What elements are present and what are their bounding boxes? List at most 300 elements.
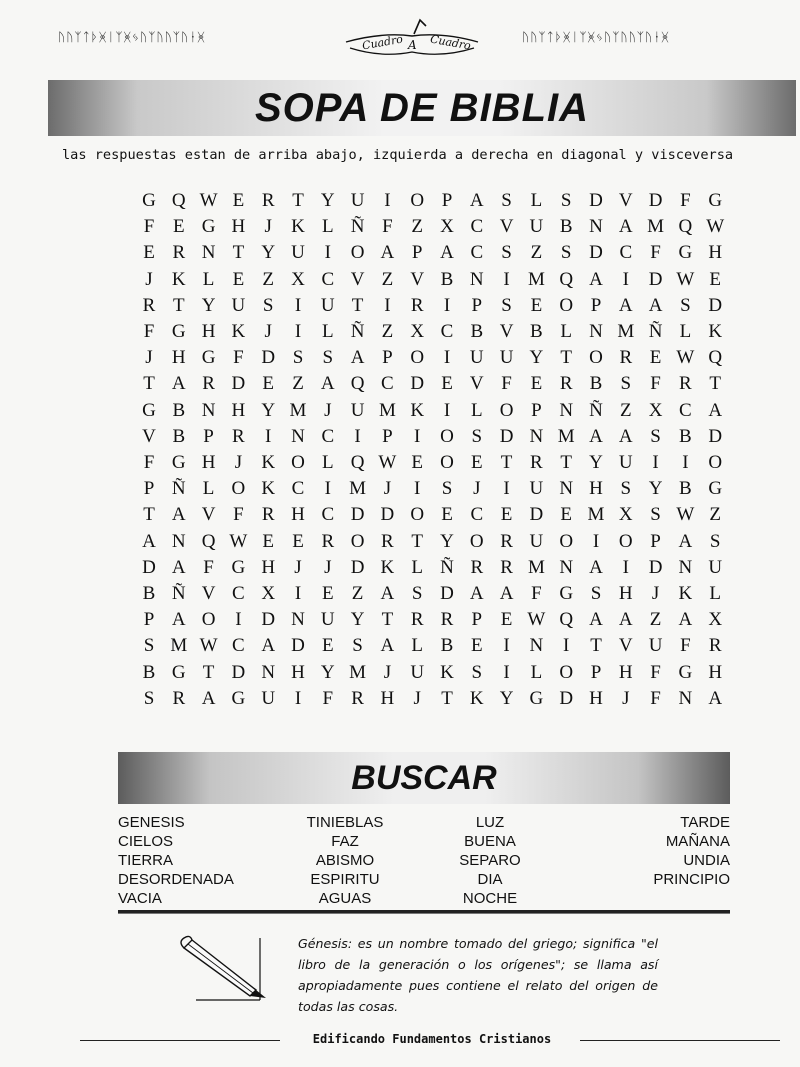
grid-letter: A (171, 556, 186, 578)
grid-letter: L (709, 583, 721, 604)
grid-letter: J (651, 583, 660, 604)
grid-letter: D (142, 556, 156, 578)
grid-letter: X (618, 504, 633, 526)
grid-letter: W (229, 530, 248, 552)
grid-letter: S (501, 294, 512, 316)
grid-letter: G (171, 321, 186, 342)
grid-letter: Y (261, 399, 276, 421)
grid-letter: I (235, 609, 242, 631)
grid-letter: M (349, 478, 367, 500)
grid-letter: H (291, 661, 305, 683)
grid-letter: R (500, 556, 513, 578)
grid-letter: A (589, 425, 603, 447)
grid-letter: O (410, 504, 425, 526)
grid-letter: U (648, 635, 663, 657)
grid-letter: O (350, 530, 365, 552)
grid-letter: E (441, 373, 453, 395)
grid-letter: A (171, 504, 186, 526)
grid-letter: O (499, 399, 514, 421)
grid-letter: H (589, 687, 603, 709)
grid-letter: T (143, 504, 155, 526)
grid-letter: H (708, 242, 723, 264)
grid-letter: J (413, 687, 421, 709)
grid-letter: W (676, 504, 695, 526)
grid-letter: F (382, 216, 393, 238)
grid-letter: C (291, 478, 305, 500)
grid-letter: K (678, 583, 693, 604)
grid-letter: O (440, 425, 454, 447)
grid-letter: S (471, 425, 483, 447)
grid-letter: D (440, 583, 454, 604)
grid-letter: I (294, 687, 302, 709)
grid-letter: O (291, 452, 305, 473)
grid-letter: D (499, 425, 514, 447)
word-list-item: VACIA (118, 890, 162, 907)
genesis-note (298, 933, 658, 1017)
grid-letter: E (143, 242, 155, 264)
grid-letter: X (708, 609, 723, 631)
grid-letter: G (201, 216, 216, 238)
grid-letter: T (172, 294, 185, 316)
grid-letter: K (469, 687, 484, 709)
grid-letter: R (351, 687, 364, 709)
grid-letter: E (262, 530, 274, 552)
grid-letter: K (231, 321, 246, 342)
grid-letter: F (233, 347, 244, 369)
instructions-text: las respuestas estan de arriba abajo, izquierda a derecha en diagonal y visceversa (62, 147, 734, 163)
grid-letter: S (441, 478, 453, 500)
grid-letter: W (527, 609, 546, 631)
grid-letter: N (529, 635, 544, 657)
word-list-item: BUENA (464, 833, 516, 850)
grid-letter: I (265, 425, 272, 447)
grid-letter: S (501, 242, 512, 264)
grid-letter: J (264, 321, 272, 342)
grid-letter: G (142, 190, 156, 211)
grid-letter: O (201, 609, 216, 631)
grid-letter: O (469, 530, 484, 552)
grid-letter: T (709, 373, 721, 395)
grid-letter: H (380, 687, 395, 709)
word-list-column-3 (448, 813, 532, 908)
genesis-note-text: es un nombre tomado del griego; significa "el libro de la generación o los orígenes"; se llama así apropiadamente pues contiene el relato del origen de todas las cosas. (298, 936, 658, 1014)
grid-letter: Z (709, 504, 721, 526)
grid-letter: A (708, 399, 723, 421)
grid-letter: H (231, 399, 246, 421)
grid-letter: T (560, 347, 572, 369)
grid-letter: S (650, 425, 661, 447)
grid-letter: F (680, 190, 691, 211)
grid-letter: Ñ (440, 556, 454, 578)
grid-letter: A (618, 294, 633, 316)
word-list-item: UNDIA (683, 852, 730, 869)
grid-letter: Ñ (648, 321, 663, 342)
grid-letter: A (469, 190, 484, 211)
grid-letter: Y (589, 452, 603, 473)
grid-letter: E (262, 373, 274, 395)
grid-letter: A (678, 530, 693, 552)
footer (0, 1030, 800, 1050)
grid-letter: V (201, 504, 216, 526)
grid-letter: H (291, 504, 305, 526)
word-list-item: ESPIRITU (310, 871, 380, 888)
grid-letter: D (589, 242, 603, 264)
grid-letter: J (622, 687, 630, 709)
grid-letter: Q (559, 268, 574, 290)
grid-letter: Ñ (350, 321, 365, 342)
word-list-column-2 (286, 813, 404, 908)
grid-letter: C (470, 216, 484, 238)
grid-letter: I (414, 478, 421, 500)
grid-letter: Y (350, 609, 365, 631)
grid-letter: V (618, 635, 633, 657)
grid-letter: A (380, 242, 395, 264)
grid-letter: A (261, 635, 276, 657)
grid-letter: E (470, 635, 483, 657)
grid-letter: Z (292, 373, 304, 395)
grid-letter: P (411, 242, 423, 264)
word-list-item: AGUAS (318, 890, 372, 907)
grid-letter: D (589, 190, 603, 211)
grid-letter: O (410, 190, 425, 211)
grid-letter: J (234, 452, 243, 473)
grid-letter: K (440, 661, 454, 683)
grid-letter: U (499, 347, 514, 369)
grid-letter: L (530, 661, 543, 683)
grid-letter: Z (619, 399, 632, 421)
grid-letter: P (382, 425, 393, 447)
grid-letter: C (232, 635, 245, 657)
grid-letter: C (470, 242, 484, 264)
grid-letter: M (289, 399, 307, 421)
grid-letter: I (443, 294, 451, 316)
grid-letter: I (622, 268, 629, 290)
grid-letter: Ñ (171, 583, 186, 604)
grid-letter: Y (320, 661, 335, 683)
grid-letter: R (142, 294, 156, 316)
grid-letter: S (650, 504, 661, 526)
footer-line-right (580, 1040, 780, 1041)
grid-letter: A (142, 530, 156, 552)
grid-letter: Z (262, 268, 274, 290)
page-title: SOPA DE BIBLIA (254, 86, 590, 130)
grid-letter: P (471, 294, 483, 316)
grid-letter: G (678, 242, 693, 264)
grid-letter: L (679, 321, 692, 342)
grid-letter: B (172, 399, 186, 421)
grid-letter: Q (678, 216, 693, 238)
grid-letter: P (650, 530, 661, 552)
grid-letter: Y (320, 190, 335, 211)
grid-letter: R (321, 530, 335, 552)
grid-letter: J (473, 478, 481, 500)
grid-letter: R (172, 687, 186, 709)
grid-letter: A (469, 583, 484, 604)
grid-letter: D (350, 556, 365, 578)
grid-letter: C (321, 425, 335, 447)
grid-letter: B (530, 321, 543, 342)
grid-letter: K (261, 478, 276, 500)
grid-letter: N (678, 556, 693, 578)
grid-letter: I (503, 268, 510, 290)
grid-letter: D (231, 373, 246, 395)
grid-letter: M (527, 268, 545, 290)
grid-letter: N (469, 268, 484, 290)
grid-letter: E (411, 452, 423, 473)
grid-letter: T (560, 452, 572, 473)
grid-letter: N (589, 216, 603, 238)
grid-letter: R (410, 294, 424, 316)
grid-letter: K (261, 452, 276, 473)
word-list-item: SEPARO (459, 852, 521, 869)
grid-letter: D (350, 504, 365, 526)
logo-word-1: Cuadro (361, 32, 404, 53)
grid-letter: G (171, 661, 186, 683)
grid-letter: X (261, 583, 276, 604)
grid-letter: D (529, 504, 544, 526)
grid-letter: D (410, 373, 425, 395)
grid-letter: G (142, 399, 156, 421)
grid-letter: M (170, 635, 188, 657)
word-list-item: DIA (477, 871, 503, 888)
grid-letter: S (471, 661, 483, 683)
grid-letter: V (499, 216, 514, 238)
grid-letter: M (557, 425, 575, 447)
grid-letter: I (294, 321, 302, 342)
grid-letter: S (143, 635, 155, 657)
grid-letter: S (262, 294, 274, 316)
grid-letter: C (619, 242, 633, 264)
grid-letter: F (650, 242, 661, 264)
grid-letter: A (589, 609, 603, 631)
grid-letter: E (292, 530, 304, 552)
grid-letter: Q (708, 347, 723, 369)
grid-letter: B (679, 425, 692, 447)
grid-letter: A (380, 635, 395, 657)
grid-letter: D (648, 268, 663, 290)
grid-letter: C (321, 268, 335, 290)
grid-letter: C (232, 583, 245, 604)
grid-letter: V (201, 583, 216, 604)
grid-letter: D (380, 504, 395, 526)
grid-letter: Q (559, 609, 574, 631)
grid-letter: H (231, 216, 246, 238)
word-list-item: TINIEBLAS (306, 814, 384, 831)
grid-letter: T (590, 635, 602, 657)
grid-letter: U (410, 661, 425, 683)
grid-letter: W (378, 452, 397, 473)
grid-letter: E (649, 347, 662, 369)
grid-letter: M (647, 216, 665, 238)
grid-letter: F (143, 321, 155, 342)
grid-letter: U (469, 347, 484, 369)
grid-letter: H (708, 661, 723, 683)
grid-letter: D (708, 294, 723, 316)
cuadro-a-cuadro-logo (342, 14, 482, 58)
grid-letter: W (199, 635, 218, 657)
grid-letter: O (559, 530, 574, 552)
grid-letter: U (320, 609, 335, 631)
grid-letter: S (501, 190, 512, 211)
grid-letter: R (261, 190, 275, 211)
grid-letter: M (587, 504, 605, 526)
grid-letter: A (350, 347, 365, 369)
grid-letter: O (350, 242, 365, 264)
grid-letter: V (499, 321, 514, 342)
grid-letter: G (231, 556, 246, 578)
grid-letter: Ñ (350, 216, 365, 238)
logo-word-2: A (408, 38, 417, 52)
grid-letter: N (559, 399, 574, 421)
grid-letter: U (320, 294, 335, 316)
word-list-column-4 (610, 813, 730, 889)
grid-letter: H (589, 478, 603, 500)
grid-letter: B (589, 373, 603, 395)
grid-letter: T (500, 452, 513, 473)
grid-letter: F (531, 583, 542, 604)
grid-letter: U (350, 399, 365, 421)
footer-text: Edificando Fundamentos Cristianos (312, 1032, 552, 1046)
grid-letter: N (201, 242, 216, 264)
grid-letter: Y (201, 294, 216, 316)
grid-letter: O (559, 294, 574, 316)
grid-letter: C (321, 504, 335, 526)
grid-letter: Q (201, 530, 216, 552)
grid-letter: H (261, 556, 276, 578)
grid-letter: L (530, 190, 543, 211)
grid-letter: D (291, 635, 305, 657)
grid-letter: H (618, 661, 633, 683)
grid-letter: T (202, 661, 215, 683)
grid-letter: A (589, 268, 603, 290)
word-list-item: NOCHE (462, 890, 518, 907)
grid-letter: L (321, 321, 334, 342)
header-decoration-right: ᚢᚢᛉᛏᚦᚸᛁᛉᚸᛃᚢᛉᚢᚢᛉᚢᛂᚸ (522, 30, 670, 44)
grid-letter: S (322, 347, 334, 369)
grid-letter: B (172, 425, 186, 447)
grid-letter: E (321, 583, 334, 604)
grid-letter: V (142, 425, 156, 447)
grid-letter: I (294, 294, 302, 316)
grid-letter: X (291, 268, 305, 290)
grid-letter: C (381, 373, 394, 395)
section-divider (118, 910, 730, 914)
grid-letter: M (349, 661, 367, 683)
grid-letter: B (440, 635, 454, 657)
grid-letter: P (590, 661, 602, 683)
grid-letter: F (680, 635, 691, 657)
grid-letter: R (708, 635, 722, 657)
grid-letter: O (589, 347, 603, 369)
grid-letter: H (201, 452, 216, 473)
grid-letter: R (440, 609, 454, 631)
grid-letter: R (172, 242, 186, 264)
grid-letter: O (618, 530, 633, 552)
grid-letter: J (264, 216, 272, 238)
grid-letter: R (202, 373, 215, 395)
grid-letter: E (560, 504, 572, 526)
grid-letter: J (294, 556, 302, 578)
grid-letter: P (441, 190, 453, 211)
grid-letter: E (441, 504, 453, 526)
word-list-column-1 (118, 813, 234, 908)
grid-letter: T (143, 373, 155, 395)
grid-letter: Y (529, 347, 544, 369)
grid-letter: E (232, 268, 245, 290)
grid-letter: O (231, 478, 246, 500)
word-list-item: LUZ (475, 814, 505, 831)
grid-letter: Z (411, 216, 423, 238)
grid-letter: E (500, 609, 513, 631)
grid-letter: A (618, 425, 633, 447)
grid-letter: P (143, 609, 155, 631)
grid-letter: S (292, 347, 304, 369)
word-list-item: FAZ (331, 833, 359, 850)
grid-letter: S (560, 190, 572, 211)
grid-letter: X (440, 216, 454, 238)
grid-letter: G (678, 661, 693, 683)
grid-letter: I (622, 556, 629, 578)
grid-letter: H (618, 583, 633, 604)
grid-letter: N (171, 530, 186, 552)
grid-letter: I (443, 399, 451, 421)
grid-letter: S (411, 583, 423, 604)
grid-letter: L (560, 321, 572, 342)
grid-letter: A (499, 583, 514, 604)
title-banner (48, 80, 796, 136)
word-list-item: MAÑANA (665, 833, 730, 850)
grid-letter: G (171, 452, 186, 473)
grid-letter: F (501, 373, 512, 395)
grid-letter: Q (350, 373, 365, 395)
grid-letter: B (559, 216, 573, 238)
grid-letter: A (678, 609, 693, 631)
grid-letter: N (589, 321, 603, 342)
grid-letter: F (650, 687, 661, 709)
grid-letter: Z (381, 321, 394, 342)
grid-letter: G (201, 347, 216, 369)
grid-letter: E (172, 216, 185, 238)
grid-letter: Z (381, 268, 394, 290)
grid-letter: L (321, 216, 334, 238)
grid-letter: V (350, 268, 365, 290)
grid-letter: M (527, 556, 545, 578)
grid-letter: B (142, 661, 156, 683)
grid-letter: T (381, 609, 394, 631)
grid-letter: F (203, 556, 214, 578)
word-list-item: CIELOS (118, 833, 174, 850)
grid-letter: G (231, 687, 246, 709)
grid-letter: I (384, 294, 391, 316)
grid-letter: Y (261, 242, 276, 264)
grid-letter: X (648, 399, 663, 421)
grid-letter: N (291, 609, 305, 631)
grid-letter: U (708, 556, 723, 578)
grid-letter: N (559, 478, 574, 500)
grid-letter: F (143, 452, 155, 473)
grid-letter: N (529, 425, 544, 447)
grid-letter: G (708, 190, 723, 211)
grid-letter: A (708, 687, 723, 709)
grid-letter: R (410, 609, 424, 631)
grid-letter: A (201, 687, 216, 709)
grid-letter: B (440, 268, 454, 290)
grid-letter: T (441, 687, 453, 709)
grid-letter: A (171, 609, 186, 631)
grid-letter: P (471, 609, 483, 631)
grid-letter: I (563, 635, 570, 657)
grid-letter: V (469, 373, 484, 395)
